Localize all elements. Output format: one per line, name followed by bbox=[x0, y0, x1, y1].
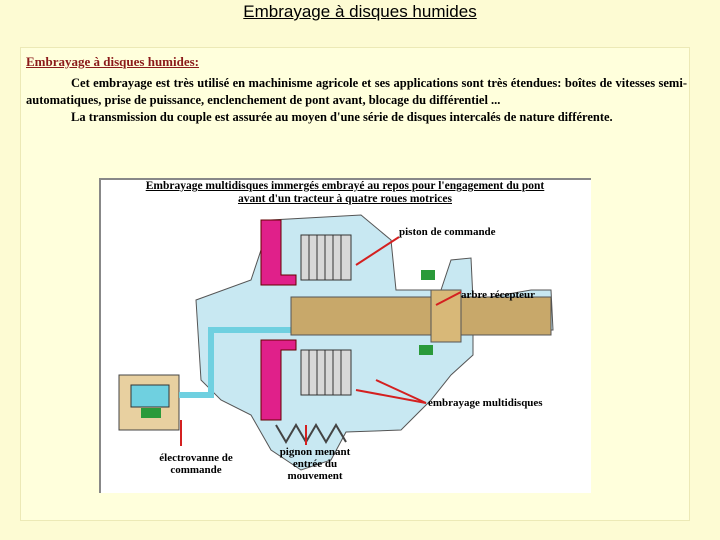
caption-line-2: avant d'un tracteur à quatre roues motrices bbox=[237, 193, 452, 205]
bearing-top bbox=[421, 270, 435, 280]
label-clutch: embrayage multidisques bbox=[428, 397, 543, 409]
label-piston: piston de commande bbox=[399, 226, 496, 238]
disc-pack-top bbox=[301, 235, 351, 280]
slide-title: Embrayage à disques humides bbox=[243, 2, 477, 21]
paragraph-2: La transmission du couple est assurée au moyen d'une série de disques intercalés de nature différente. bbox=[71, 110, 613, 124]
figure-caption bbox=[105, 180, 585, 206]
paragraph-1: Cet embrayage est très utilisé en machinisme agricole et ses applications sont très étendues: boîtes de vitesses semi-automatiques, prise de puissance, enclenchement de pont avant, blocage du différentiel ... bbox=[26, 76, 687, 107]
bearing-bottom bbox=[419, 345, 433, 355]
output-shaft bbox=[291, 297, 551, 335]
label-valve-line-2: commande bbox=[170, 464, 222, 476]
label-gear-line-2: entrée du bbox=[292, 458, 338, 470]
label-shaft: arbre récepteur bbox=[461, 289, 536, 301]
document-heading: Embrayage à disques humides: bbox=[26, 54, 199, 69]
shaft-end bbox=[431, 290, 461, 342]
label-valve-line-1: électrovanne de bbox=[159, 452, 233, 464]
label-gear bbox=[270, 446, 360, 482]
caption-line-1: Embrayage multidisques immergés embrayé au repos pour l'engagement du pont bbox=[145, 180, 545, 192]
clutch-drawing bbox=[101, 180, 589, 491]
document-body bbox=[26, 75, 687, 147]
disc-pack-bottom bbox=[301, 350, 351, 395]
valve-core-green bbox=[141, 408, 161, 418]
label-gear-line-3: mouvement bbox=[287, 470, 343, 482]
valve-core bbox=[131, 385, 169, 407]
label-valve bbox=[152, 452, 240, 476]
label-gear-line-1: pignon menant bbox=[279, 446, 351, 458]
